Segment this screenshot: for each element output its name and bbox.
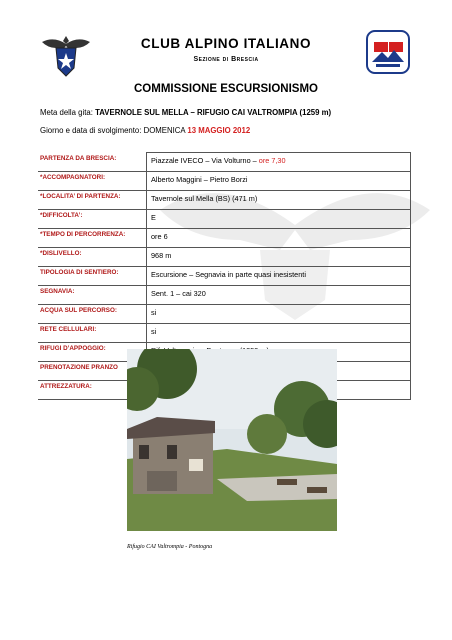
date-day: DOMENICA: [143, 126, 186, 135]
info-value-text: Piazzale IVECO – Via Volturno –: [151, 156, 259, 165]
info-key: RETE CELLULARI:: [38, 324, 147, 343]
info-row: [38, 172, 411, 191]
info-key: RIFUGI D’APPOGGIO:: [38, 343, 147, 362]
info-row: [38, 191, 411, 210]
date-label: Giorno e data di svolgimento:: [40, 126, 142, 135]
info-key: *DISLIVELLO:: [38, 248, 147, 267]
page-title: CLUB ALPINO ITALIANO: [140, 36, 312, 51]
info-key: *LOCALITA’ DI PARTENZA:: [38, 191, 147, 210]
info-row: [38, 324, 411, 343]
info-key: *ACCOMPAGNATORI:: [38, 172, 147, 191]
info-value: [147, 210, 411, 229]
info-row: [38, 305, 411, 324]
info-value-text: E: [151, 213, 156, 222]
info-row: [38, 153, 411, 172]
info-key: ACQUA SUL PERCORSO:: [38, 305, 147, 324]
destination-label: Meta della gita:: [40, 108, 93, 117]
info-value: [147, 286, 411, 305]
info-value-extra: ore 7,30: [258, 156, 286, 165]
info-row: [38, 286, 411, 305]
info-value-text: Tavernole sul Mella (BS) (471 m): [151, 194, 258, 203]
refuge-photo: [127, 349, 337, 531]
photo-caption: Rifugio CAI Valtrompia - Pontogna: [127, 544, 213, 550]
info-key: ATTREZZATURA:: [38, 381, 147, 400]
info-value: [147, 153, 411, 172]
date-value: 13 MAGGIO 2012: [187, 126, 251, 135]
info-value-text: Alberto Maggini – Pietro Borzi: [151, 175, 248, 184]
info-key: TIPOLOGIA DI SENTIERO:: [38, 267, 147, 286]
info-value-text: Escursione – Segnavia in parte quasi inesistenti: [151, 270, 306, 279]
section-subtitle: Sezione di Brescia: [193, 56, 259, 63]
info-value-text: si: [151, 308, 157, 317]
info-value-text: ore 6: [151, 232, 168, 241]
info-value: [147, 229, 411, 248]
info-value: [147, 191, 411, 210]
info-key: PARTENZA DA BRESCIA:: [38, 153, 147, 172]
info-row: [38, 210, 411, 229]
info-value: [147, 248, 411, 267]
info-value: [147, 267, 411, 286]
date-line: [40, 126, 250, 135]
info-value-text: Sent. 1 – cai 320: [151, 289, 206, 298]
info-value: [147, 324, 411, 343]
info-key: PRENOTAZIONE PRANZO: [38, 362, 147, 381]
commission-heading: COMMISSIONE ESCURSIONISMO: [133, 83, 319, 95]
info-row: [38, 248, 411, 267]
info-row: [38, 229, 411, 248]
info-value: [147, 305, 411, 324]
info-value-text: si: [151, 327, 157, 336]
destination-value: TAVERNOLE SUL MELLA – RIFUGIO CAI VALTROMPIA (1259 m): [95, 108, 332, 117]
destination-line: [40, 108, 331, 117]
info-value-text: 968 m: [151, 251, 172, 260]
info-key: *TEMPO DI PERCORRENZA:: [38, 229, 147, 248]
info-row: [38, 267, 411, 286]
info-key: *DIFFICOLTA’:: [38, 210, 147, 229]
info-key: SEGNAVIA:: [38, 286, 147, 305]
info-value: [147, 172, 411, 191]
